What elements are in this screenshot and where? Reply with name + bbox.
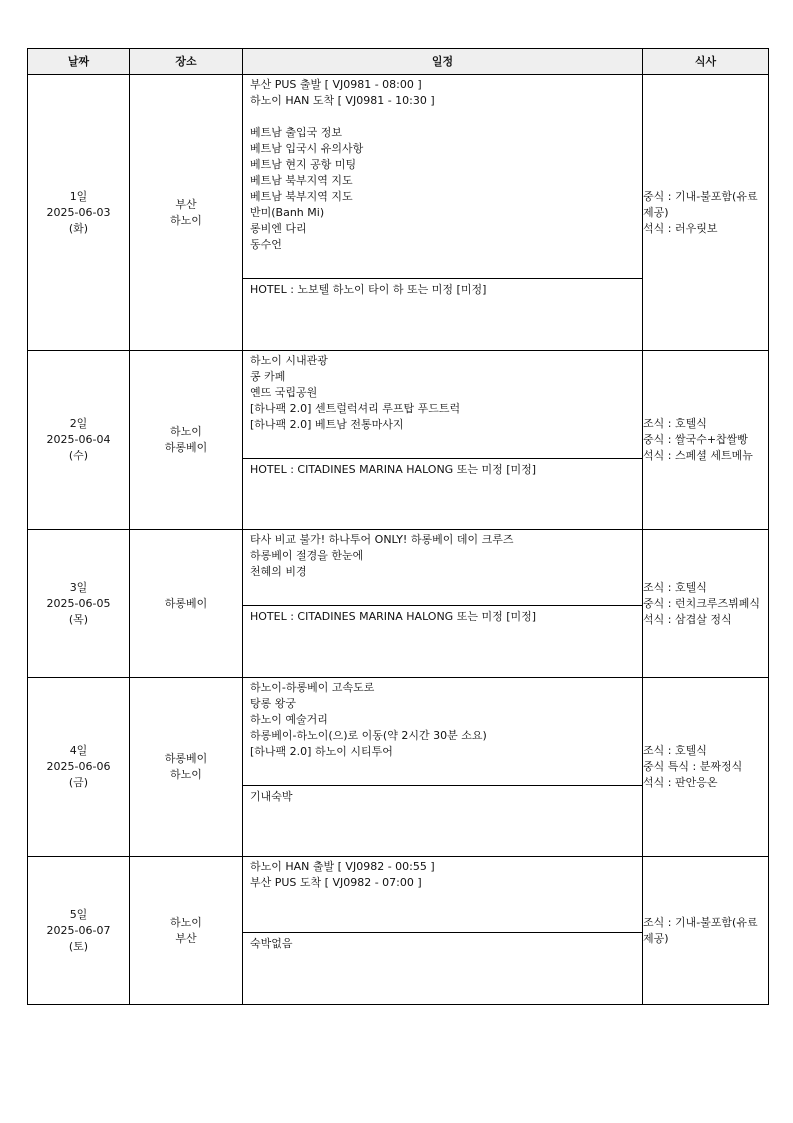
- schedule-item: 타사 비교 불가! 하나투어 ONLY! 하롱베이 데이 크루즈: [250, 533, 514, 546]
- schedule-cell: [243, 351, 643, 530]
- place-label: 부산: [175, 197, 197, 211]
- schedule-items: [243, 530, 642, 605]
- schedule-item: 하노이-하롱베이 고속도로: [250, 681, 375, 694]
- meal-item: 조식 : 기내-불포함(유료제공): [643, 915, 758, 945]
- header-row: [28, 49, 769, 75]
- schedule-item: 탕롱 왕궁: [250, 697, 297, 710]
- schedule-item: 베트남 북부지역 지도: [250, 190, 353, 203]
- day-row: [28, 857, 769, 1005]
- schedule-item: 부산 PUS 출발 [ VJ0981 - 08:00 ]: [250, 78, 422, 91]
- date-cell: [28, 678, 130, 857]
- meal-item: 중식 : 기내-불포함(유료제공): [643, 189, 758, 219]
- date-cell: [28, 351, 130, 530]
- schedule-item: 하롱베이-하노이(으)로 이동(약 2시간 30분 소요): [250, 729, 487, 742]
- meal-cell: [643, 857, 769, 1005]
- schedule-item: [하나팩 2.0] 베트남 전통마사지: [250, 418, 404, 431]
- day-label: 2일: [69, 417, 88, 430]
- place-cell: [130, 678, 243, 857]
- schedule-item: 반미(Banh Mi): [250, 206, 325, 219]
- schedule-items: [243, 857, 642, 932]
- header-date: 날짜: [28, 49, 130, 75]
- hotel-info: [243, 458, 642, 481]
- hotel-label: HOTEL : 노보텔 하노이 타이 하 또는 미정 [미정]: [250, 283, 487, 296]
- schedule-item: [하나팩 2.0] 센트럴럭셔리 루프탑 푸드트럭: [250, 402, 461, 415]
- date-label: 2025-06-06: [46, 760, 111, 773]
- schedule-item: 하노이 HAN 출발 [ VJ0982 - 00:55 ]: [250, 860, 435, 873]
- weekday-label: (금): [68, 776, 89, 789]
- meal-item: 석식 : 판안응온: [643, 776, 718, 789]
- schedule-cell: [243, 530, 643, 678]
- schedule-item: 부산 PUS 도착 [ VJ0982 - 07:00 ]: [250, 876, 422, 889]
- schedule-item: 베트남 출입국 정보: [250, 126, 343, 139]
- schedule-cell: [243, 857, 643, 1005]
- place-label: 하노이: [170, 425, 202, 438]
- meal-item: 석식 : 스페셜 세트메뉴: [643, 449, 753, 462]
- hotel-info: [243, 278, 642, 301]
- day-label: 3일: [69, 580, 88, 594]
- date-label: 2025-06-03: [46, 205, 111, 219]
- schedule-item: 천혜의 비경: [250, 565, 307, 578]
- schedule-items: [243, 678, 642, 785]
- hotel-info: [243, 932, 642, 955]
- schedule-item: 베트남 현지 공항 미팅: [250, 158, 357, 171]
- meal-cell: [643, 75, 769, 351]
- hotel-info: [243, 605, 642, 628]
- schedule-items: [243, 351, 642, 458]
- place-cell: [130, 75, 243, 351]
- meal-item: 조식 : 호텔식: [643, 580, 707, 594]
- place-cell: [130, 351, 243, 530]
- date-label: 2025-06-05: [46, 596, 111, 610]
- header-schedule: 일정: [243, 49, 643, 75]
- schedule-item: 하노이 HAN 도착 [ VJ0981 - 10:30 ]: [250, 94, 435, 107]
- place-cell: [130, 530, 243, 678]
- hotel-label: HOTEL : CITADINES MARINA HALONG 또는 미정 [미정]: [250, 463, 537, 476]
- schedule-item: 옌뜨 국립공원: [250, 386, 318, 399]
- meal-item: 석식 : 러우릿보: [643, 221, 718, 235]
- day-row: [28, 530, 769, 678]
- place-label: 하롱베이: [164, 441, 208, 454]
- place-label: 하롱베이: [164, 752, 208, 765]
- day-label: 5일: [69, 907, 88, 921]
- date-cell: [28, 857, 130, 1005]
- meal-item: 조식 : 호텔식: [643, 417, 707, 430]
- date-label: 2025-06-07: [46, 923, 111, 937]
- day-row: [28, 351, 769, 530]
- place-cell: [130, 857, 243, 1005]
- schedule-item: 롱비엔 다리: [250, 222, 307, 235]
- schedule-item: 하노이 예술거리: [250, 713, 328, 726]
- hotel-label: 숙박없음: [250, 937, 293, 950]
- itinerary-table: [27, 48, 769, 1005]
- schedule-item: 동수언: [250, 238, 282, 251]
- place-label: 하노이: [170, 213, 202, 227]
- day-label: 1일: [69, 189, 88, 203]
- schedule-cell: [243, 75, 643, 351]
- schedule-item: 하노이 시내관광: [250, 354, 328, 367]
- weekday-label: (토): [68, 939, 89, 953]
- schedule-item: 베트남 북부지역 지도: [250, 174, 353, 187]
- schedule-cell: [243, 678, 643, 857]
- weekday-label: (수): [68, 449, 89, 462]
- schedule-item: 베트남 입국시 유의사항: [250, 142, 364, 155]
- meal-cell: [643, 351, 769, 530]
- meal-item: 조식 : 호텔식: [643, 744, 707, 757]
- weekday-label: (목): [68, 612, 89, 626]
- date-label: 2025-06-04: [46, 433, 111, 446]
- place-label: 부산: [175, 931, 197, 945]
- schedule-item: [하나팩 2.0] 하노이 시티투어: [250, 745, 393, 758]
- schedule-item: 하롱베이 절경을 한눈에: [250, 549, 364, 562]
- meal-item: 석식 : 삼겹살 정식: [643, 612, 732, 626]
- weekday-label: (화): [68, 221, 89, 235]
- meal-cell: [643, 530, 769, 678]
- meal-cell: [643, 678, 769, 857]
- schedule-item: 콩 카페: [250, 370, 286, 383]
- header-meal: 식사: [643, 49, 769, 75]
- day-row: [28, 678, 769, 857]
- meal-item: 중식 특식 : 분짜정식: [643, 760, 743, 773]
- hotel-info: [243, 785, 642, 808]
- meal-item: 중식 : 쌀국수+찹쌀빵: [643, 433, 748, 446]
- place-label: 하롱베이: [164, 596, 208, 610]
- date-cell: [28, 530, 130, 678]
- schedule-items: [243, 75, 642, 278]
- day-row: [28, 75, 769, 351]
- place-label: 하노이: [170, 768, 202, 781]
- date-cell: [28, 75, 130, 351]
- day-label: 4일: [69, 744, 88, 757]
- meal-item: 중식 : 런치크루즈뷔페식: [643, 596, 760, 610]
- place-label: 하노이: [170, 915, 202, 929]
- hotel-label: HOTEL : CITADINES MARINA HALONG 또는 미정 [미정]: [250, 610, 537, 623]
- hotel-label: 기내숙박: [250, 790, 293, 803]
- header-place: 장소: [130, 49, 243, 75]
